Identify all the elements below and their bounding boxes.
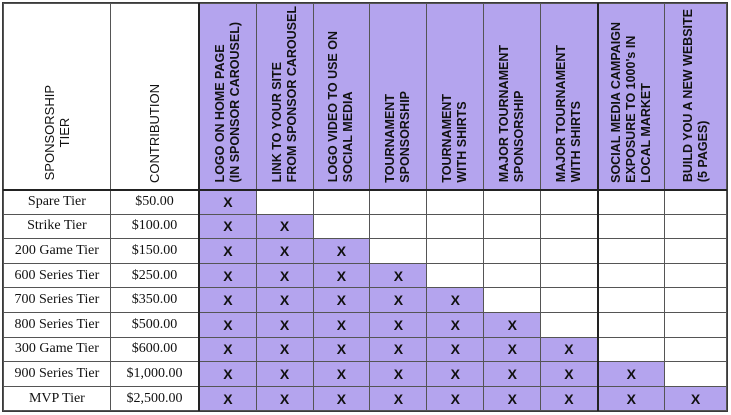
benefit-included-mark: X (484, 362, 541, 387)
tier-contribution: $250.00 (110, 263, 199, 288)
benefit-empty-cell (541, 263, 598, 288)
tier-name: 300 Game Tier (4, 337, 111, 362)
benefit-included-mark: X (199, 386, 256, 411)
benefit-included-mark: X (256, 312, 313, 337)
benefit-included-mark: X (541, 337, 598, 362)
benefit-empty-cell (665, 362, 727, 387)
tier-contribution: $600.00 (110, 337, 199, 362)
header-benefit-5 (427, 4, 484, 190)
benefit-empty-cell (427, 214, 484, 239)
benefit-included-mark: X (199, 362, 256, 387)
table-row (4, 337, 727, 362)
tier-rows (4, 190, 727, 411)
table-row (4, 214, 727, 239)
header-benefit-2 (256, 4, 313, 190)
benefit-empty-cell (598, 190, 665, 215)
table-row (4, 263, 727, 288)
benefit-included-mark: X (598, 386, 665, 411)
header-benefit-8 (598, 4, 665, 190)
benefit-included-mark: X (427, 312, 484, 337)
benefit-label: LOGO VIDEO TO USE ON SOCIAL MEDIA (326, 31, 356, 183)
tier-name: MVP Tier (4, 386, 111, 411)
benefit-included-mark: X (370, 386, 427, 411)
tier-contribution: $2,500.00 (110, 386, 199, 411)
benefit-empty-cell (665, 263, 727, 288)
benefit-label: LINK TO YOUR SITE FROM SPONSOR CAROUSEL (269, 6, 299, 183)
benefit-label: MAJOR TOURNAMENT SPONSORSHIP (497, 45, 527, 183)
header-benefit-4 (370, 4, 427, 190)
benefit-empty-cell (370, 214, 427, 239)
tier-contribution: $500.00 (110, 312, 199, 337)
header-row (4, 4, 727, 190)
benefit-included-mark: X (313, 312, 370, 337)
benefit-included-mark: X (313, 337, 370, 362)
tier-contribution: $100.00 (110, 214, 199, 239)
benefit-included-mark: X (427, 386, 484, 411)
benefit-included-mark: X (199, 337, 256, 362)
benefit-empty-cell (256, 190, 313, 215)
table-row (4, 288, 727, 313)
benefit-included-mark: X (313, 362, 370, 387)
benefit-included-mark: X (370, 362, 427, 387)
benefit-empty-cell (598, 263, 665, 288)
benefit-label: TOURNAMENT SPONSORSHIP (383, 90, 413, 183)
tier-contribution: $350.00 (110, 288, 199, 313)
benefit-label: SOCIAL MEDIA CAMPAIGN EXPOSURE TO 1000's IN LOCAL MARKET (608, 21, 653, 183)
benefit-included-mark: X (199, 214, 256, 239)
benefit-included-mark: X (541, 386, 598, 411)
benefit-label: MAJOR TOURNAMENT WITH SHIRTS (553, 45, 583, 183)
benefit-included-mark: X (484, 312, 541, 337)
benefit-empty-cell (598, 337, 665, 362)
benefit-included-mark: X (256, 362, 313, 387)
benefit-empty-cell (427, 190, 484, 215)
benefit-included-mark: X (199, 288, 256, 313)
benefit-included-mark: X (370, 263, 427, 288)
benefit-empty-cell (484, 288, 541, 313)
header-benefit-9 (665, 4, 727, 190)
benefit-included-mark: X (313, 263, 370, 288)
tier-contribution: $150.00 (110, 239, 199, 264)
benefit-empty-cell (427, 263, 484, 288)
benefit-empty-cell (313, 190, 370, 215)
table-row (4, 386, 727, 411)
benefit-included-mark: X (313, 386, 370, 411)
benefit-included-mark: X (370, 288, 427, 313)
benefit-included-mark: X (256, 263, 313, 288)
tier-name: Strike Tier (4, 214, 111, 239)
benefit-included-mark: X (313, 288, 370, 313)
benefit-included-mark: X (598, 362, 665, 387)
benefit-empty-cell (665, 190, 727, 215)
benefit-empty-cell (665, 337, 727, 362)
benefit-empty-cell (665, 288, 727, 313)
benefit-empty-cell (427, 239, 484, 264)
benefit-empty-cell (665, 214, 727, 239)
header-benefit-6 (484, 4, 541, 190)
benefit-empty-cell (598, 214, 665, 239)
benefit-empty-cell (541, 214, 598, 239)
benefit-empty-cell (484, 190, 541, 215)
benefit-label: TOURNAMENT WITH SHIRTS (440, 93, 470, 183)
benefit-empty-cell (541, 190, 598, 215)
benefit-included-mark: X (199, 190, 256, 215)
benefit-empty-cell (665, 312, 727, 337)
benefit-included-mark: X (199, 263, 256, 288)
header-benefit-1 (199, 4, 256, 190)
benefit-empty-cell (665, 239, 727, 264)
benefit-included-mark: X (541, 362, 598, 387)
benefit-empty-cell (484, 239, 541, 264)
benefit-included-mark: X (665, 386, 727, 411)
tier-contribution: $50.00 (110, 190, 199, 215)
benefit-empty-cell (598, 288, 665, 313)
benefit-included-mark: X (256, 386, 313, 411)
header-benefit-3 (313, 4, 370, 190)
header-sponsorship-tier (4, 4, 111, 190)
benefit-included-mark: X (256, 239, 313, 264)
header-contribution-label: CONTRIBUTION (146, 83, 162, 183)
benefit-included-mark: X (370, 337, 427, 362)
benefit-included-mark: X (484, 386, 541, 411)
table-row (4, 362, 727, 387)
header-contribution (110, 4, 199, 190)
sponsorship-table-frame (2, 2, 728, 412)
benefit-included-mark: X (370, 312, 427, 337)
benefit-label: BUILD YOU A NEW WEBSITE (5 PAGES) (680, 9, 710, 183)
benefit-included-mark: X (199, 312, 256, 337)
table-row (4, 239, 727, 264)
sponsorship-tier-table (3, 3, 727, 411)
benefit-empty-cell (484, 263, 541, 288)
header-tier-label: SPONSORSHIP TIER (41, 85, 72, 181)
tier-name: 600 Series Tier (4, 263, 111, 288)
benefit-empty-cell (370, 190, 427, 215)
benefit-label: LOGO ON HOME PAGE (IN SPONSOR CAROUSEL) (212, 22, 242, 183)
benefit-included-mark: X (256, 288, 313, 313)
tier-name: 800 Series Tier (4, 312, 111, 337)
table-row (4, 312, 727, 337)
header-benefit-7 (541, 4, 598, 190)
benefit-included-mark: X (484, 337, 541, 362)
benefit-included-mark: X (427, 288, 484, 313)
tier-name: 200 Game Tier (4, 239, 111, 264)
benefit-empty-cell (541, 288, 598, 313)
tier-contribution: $1,000.00 (110, 362, 199, 387)
benefit-empty-cell (598, 239, 665, 264)
benefit-empty-cell (313, 214, 370, 239)
benefit-included-mark: X (313, 239, 370, 264)
benefit-included-mark: X (427, 362, 484, 387)
tier-name: 700 Series Tier (4, 288, 111, 313)
table-row (4, 190, 727, 215)
benefit-empty-cell (484, 214, 541, 239)
benefit-empty-cell (370, 239, 427, 264)
benefit-included-mark: X (256, 337, 313, 362)
tier-name: Spare Tier (4, 190, 111, 215)
benefit-included-mark: X (199, 239, 256, 264)
tier-name: 900 Series Tier (4, 362, 111, 387)
benefit-empty-cell (541, 239, 598, 264)
benefit-empty-cell (598, 312, 665, 337)
benefit-included-mark: X (256, 214, 313, 239)
benefit-included-mark: X (427, 337, 484, 362)
benefit-empty-cell (541, 312, 598, 337)
